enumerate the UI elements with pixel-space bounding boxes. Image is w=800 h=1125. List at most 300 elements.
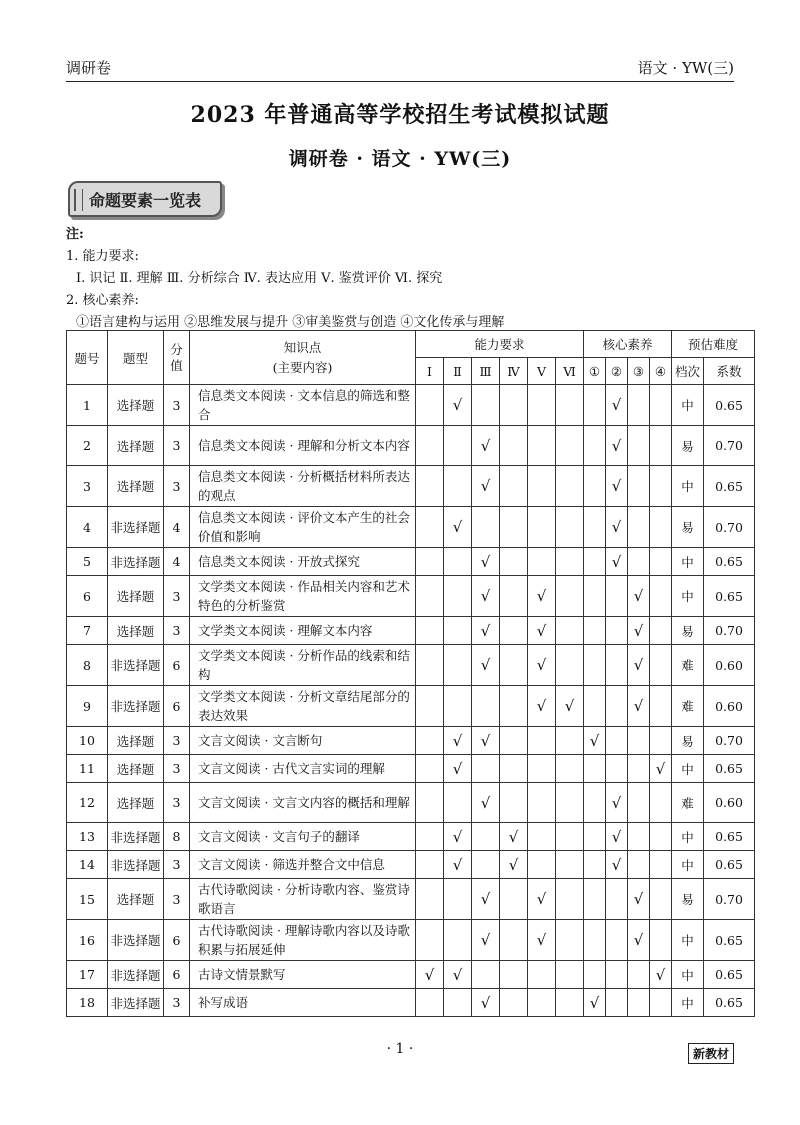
cell-core-check bbox=[650, 426, 672, 466]
header-ability-col: Ⅴ bbox=[528, 358, 556, 385]
cell-ability-check bbox=[556, 385, 584, 426]
table-row bbox=[67, 920, 755, 961]
notes-item2-text: ①语言建构与运用 ②思维发展与提升 ③审美鉴赏与创造 ④文化传承与理解 bbox=[76, 315, 505, 330]
cell-ability-check bbox=[500, 385, 528, 426]
cell-ability-check bbox=[556, 879, 584, 920]
cell-core-check bbox=[584, 507, 606, 548]
cell-ability-check: √ bbox=[472, 617, 500, 645]
cell-difficulty-level: 难 bbox=[672, 686, 704, 727]
cell-score: 3 bbox=[164, 783, 190, 823]
cell-ability-check bbox=[528, 961, 556, 989]
cell-core-check bbox=[628, 755, 650, 783]
page-header bbox=[66, 48, 734, 82]
cell-difficulty-level: 难 bbox=[672, 783, 704, 823]
cell-core-check bbox=[628, 783, 650, 823]
cell-question-type: 选择题 bbox=[108, 576, 164, 617]
cell-core-check bbox=[628, 548, 650, 576]
cell-core-check: √ bbox=[650, 961, 672, 989]
cell-question-type: 选择题 bbox=[108, 385, 164, 426]
table-row bbox=[67, 466, 755, 507]
cell-difficulty-level: 易 bbox=[672, 879, 704, 920]
cell-core-check bbox=[650, 617, 672, 645]
cell-score: 8 bbox=[164, 823, 190, 851]
header-difficulty-col: 系数 bbox=[704, 358, 755, 385]
cell-core-check bbox=[606, 645, 628, 686]
cell-ability-check bbox=[500, 466, 528, 507]
cell-core-check: √ bbox=[606, 426, 628, 466]
cell-core-check: √ bbox=[628, 576, 650, 617]
header-question-number: 题号 bbox=[67, 331, 108, 385]
cell-ability-check bbox=[556, 851, 584, 879]
cell-knowledge-point: 古代诗歌阅读 · 理解诗歌内容以及诗歌积累与拓展延伸 bbox=[190, 920, 416, 961]
cell-ability-check bbox=[416, 783, 444, 823]
header-knowledge-point bbox=[190, 331, 416, 385]
cell-difficulty-level: 易 bbox=[672, 727, 704, 755]
cell-score: 3 bbox=[164, 426, 190, 466]
cell-ability-check bbox=[472, 823, 500, 851]
cell-core-check bbox=[650, 548, 672, 576]
cell-core-check bbox=[628, 385, 650, 426]
cell-ability-check bbox=[500, 989, 528, 1017]
cell-question-number: 7 bbox=[67, 617, 108, 645]
cell-core-check bbox=[650, 645, 672, 686]
cell-question-type: 非选择题 bbox=[108, 507, 164, 548]
cell-ability-check bbox=[444, 920, 472, 961]
cell-knowledge-point: 文言文阅读 · 文言断句 bbox=[190, 727, 416, 755]
table-row bbox=[67, 686, 755, 727]
cell-core-check bbox=[606, 727, 628, 755]
cell-knowledge-point: 文言文阅读 · 古代文言实词的理解 bbox=[190, 755, 416, 783]
cell-ability-check bbox=[500, 727, 528, 755]
cell-difficulty-level: 中 bbox=[672, 466, 704, 507]
cell-ability-check bbox=[500, 617, 528, 645]
cell-ability-check bbox=[500, 548, 528, 576]
cell-difficulty-level: 易 bbox=[672, 617, 704, 645]
cell-difficulty-coefficient: 0.65 bbox=[704, 989, 755, 1017]
table-row bbox=[67, 727, 755, 755]
cell-core-check bbox=[584, 645, 606, 686]
cell-ability-check bbox=[472, 507, 500, 548]
cell-difficulty-coefficient: 0.65 bbox=[704, 548, 755, 576]
cell-score: 3 bbox=[164, 755, 190, 783]
cell-ability-check bbox=[500, 507, 528, 548]
cell-core-check bbox=[606, 879, 628, 920]
cell-ability-check: √ bbox=[472, 989, 500, 1017]
cell-core-check bbox=[584, 783, 606, 823]
cell-ability-check bbox=[556, 466, 584, 507]
cell-ability-check bbox=[528, 755, 556, 783]
cell-question-number: 17 bbox=[67, 961, 108, 989]
header-ability-col: Ⅵ bbox=[556, 358, 584, 385]
cell-question-number: 6 bbox=[67, 576, 108, 617]
cell-core-check bbox=[650, 989, 672, 1017]
cell-core-check: √ bbox=[584, 989, 606, 1017]
header-core-col: ③ bbox=[628, 358, 650, 385]
page-number: · 1 · bbox=[386, 1041, 414, 1057]
cell-difficulty-coefficient: 0.65 bbox=[704, 823, 755, 851]
cell-ability-check bbox=[528, 989, 556, 1017]
edition-badge: 新教材 bbox=[688, 1043, 734, 1064]
cell-question-number: 1 bbox=[67, 385, 108, 426]
cell-question-number: 11 bbox=[67, 755, 108, 783]
cell-knowledge-point: 文学类文本阅读 · 分析作品的线索和结构 bbox=[190, 645, 416, 686]
cell-question-number: 10 bbox=[67, 727, 108, 755]
table-row bbox=[67, 851, 755, 879]
cell-score: 3 bbox=[164, 617, 190, 645]
cell-ability-check bbox=[556, 823, 584, 851]
cell-core-check bbox=[628, 989, 650, 1017]
cell-knowledge-point: 文学类文本阅读 · 作品相关内容和艺术特色的分析鉴赏 bbox=[190, 576, 416, 617]
cell-ability-check bbox=[416, 851, 444, 879]
cell-ability-check bbox=[500, 920, 528, 961]
cell-core-check: √ bbox=[628, 645, 650, 686]
cell-knowledge-point: 文言文阅读 · 筛选并整合文中信息 bbox=[190, 851, 416, 879]
cell-question-type: 非选择题 bbox=[108, 645, 164, 686]
cell-ability-check bbox=[556, 783, 584, 823]
header-difficulty-col: 档次 bbox=[672, 358, 704, 385]
header-core-col: ② bbox=[606, 358, 628, 385]
notes-section bbox=[66, 224, 504, 334]
cell-score: 3 bbox=[164, 879, 190, 920]
cell-difficulty-coefficient: 0.70 bbox=[704, 879, 755, 920]
cell-ability-check: √ bbox=[472, 879, 500, 920]
cell-question-number: 14 bbox=[67, 851, 108, 879]
cell-core-check bbox=[606, 961, 628, 989]
cell-difficulty-level: 中 bbox=[672, 989, 704, 1017]
table-row bbox=[67, 645, 755, 686]
cell-ability-check bbox=[444, 466, 472, 507]
cell-difficulty-coefficient: 0.70 bbox=[704, 426, 755, 466]
cell-ability-check bbox=[472, 961, 500, 989]
header-core-col: ① bbox=[584, 358, 606, 385]
cell-question-type: 选择题 bbox=[108, 727, 164, 755]
cell-core-check bbox=[628, 961, 650, 989]
cell-ability-check: √ bbox=[528, 879, 556, 920]
cell-ability-check bbox=[444, 783, 472, 823]
cell-ability-check bbox=[556, 617, 584, 645]
cell-core-check: √ bbox=[584, 727, 606, 755]
cell-question-number: 3 bbox=[67, 466, 108, 507]
cell-core-check bbox=[606, 920, 628, 961]
cell-score: 4 bbox=[164, 507, 190, 548]
table-row bbox=[67, 961, 755, 989]
cell-ability-check: √ bbox=[528, 576, 556, 617]
cell-ability-check bbox=[444, 617, 472, 645]
cell-ability-check bbox=[416, 727, 444, 755]
cell-difficulty-level: 易 bbox=[672, 507, 704, 548]
cell-ability-check: √ bbox=[444, 507, 472, 548]
cell-question-type: 非选择题 bbox=[108, 686, 164, 727]
cell-ability-check: √ bbox=[444, 823, 472, 851]
cell-ability-check: √ bbox=[556, 686, 584, 727]
cell-score: 6 bbox=[164, 686, 190, 727]
cell-core-check bbox=[650, 385, 672, 426]
cell-question-number: 16 bbox=[67, 920, 108, 961]
cell-ability-check bbox=[500, 879, 528, 920]
cell-score: 3 bbox=[164, 466, 190, 507]
cell-knowledge-point: 文言文阅读 · 文言句子的翻译 bbox=[190, 823, 416, 851]
cell-ability-check bbox=[472, 755, 500, 783]
cell-ability-check bbox=[528, 426, 556, 466]
cell-core-check bbox=[628, 823, 650, 851]
cell-ability-check bbox=[416, 686, 444, 727]
cell-core-check bbox=[584, 823, 606, 851]
cell-core-check bbox=[650, 879, 672, 920]
cell-core-check bbox=[606, 989, 628, 1017]
cell-core-check: √ bbox=[606, 507, 628, 548]
header-question-type: 题型 bbox=[108, 331, 164, 385]
cell-core-check bbox=[606, 617, 628, 645]
cell-ability-check bbox=[416, 755, 444, 783]
cell-ability-check bbox=[556, 645, 584, 686]
header-ability-col: Ⅱ bbox=[444, 358, 472, 385]
cell-difficulty-coefficient: 0.70 bbox=[704, 617, 755, 645]
cell-core-check bbox=[584, 755, 606, 783]
cell-question-type: 选择题 bbox=[108, 617, 164, 645]
cell-ability-check: √ bbox=[472, 727, 500, 755]
cell-knowledge-point: 古代诗歌阅读 · 分析诗歌内容、鉴赏诗歌语言 bbox=[190, 879, 416, 920]
cell-question-number: 12 bbox=[67, 783, 108, 823]
cell-core-check bbox=[650, 507, 672, 548]
cell-core-check bbox=[584, 466, 606, 507]
cell-difficulty-level: 中 bbox=[672, 961, 704, 989]
cell-ability-check: √ bbox=[444, 851, 472, 879]
cell-question-type: 非选择题 bbox=[108, 989, 164, 1017]
cell-difficulty-coefficient: 0.70 bbox=[704, 507, 755, 548]
cell-core-check bbox=[584, 617, 606, 645]
cell-score: 3 bbox=[164, 385, 190, 426]
header-ability-col: Ⅲ bbox=[472, 358, 500, 385]
table-row bbox=[67, 617, 755, 645]
header-score: 分值 bbox=[164, 331, 190, 385]
section-banner: 命题要素一览表 bbox=[68, 181, 222, 217]
cell-ability-check bbox=[556, 961, 584, 989]
cell-question-number: 8 bbox=[67, 645, 108, 686]
header-left: 调研卷 bbox=[66, 59, 112, 77]
cell-core-check bbox=[584, 961, 606, 989]
cell-difficulty-coefficient: 0.60 bbox=[704, 686, 755, 727]
cell-difficulty-level: 中 bbox=[672, 576, 704, 617]
cell-ability-check bbox=[444, 645, 472, 686]
cell-question-number: 18 bbox=[67, 989, 108, 1017]
cell-core-check bbox=[606, 576, 628, 617]
cell-question-type: 非选择题 bbox=[108, 920, 164, 961]
cell-knowledge-point: 古诗文情景默写 bbox=[190, 961, 416, 989]
cell-ability-check bbox=[444, 989, 472, 1017]
cell-core-check bbox=[584, 920, 606, 961]
elements-table bbox=[66, 330, 755, 1017]
cell-core-check: √ bbox=[606, 783, 628, 823]
cell-difficulty-level: 中 bbox=[672, 385, 704, 426]
cell-ability-check bbox=[416, 548, 444, 576]
cell-difficulty-level: 中 bbox=[672, 755, 704, 783]
cell-ability-check bbox=[500, 783, 528, 823]
header-right: 语文 · YW(三) bbox=[637, 59, 734, 77]
cell-question-number: 13 bbox=[67, 823, 108, 851]
cell-knowledge-point: 文学类文本阅读 · 分析文章结尾部分的表达效果 bbox=[190, 686, 416, 727]
cell-core-check bbox=[628, 507, 650, 548]
header-ability: 能力要求 bbox=[416, 331, 584, 358]
header-core-literacy: 核心素养 bbox=[584, 331, 672, 358]
cell-ability-check bbox=[444, 548, 472, 576]
cell-question-number: 9 bbox=[67, 686, 108, 727]
cell-ability-check bbox=[416, 920, 444, 961]
header-core-col: ④ bbox=[650, 358, 672, 385]
cell-core-check bbox=[584, 576, 606, 617]
cell-knowledge-point: 信息类文本阅读 · 理解和分析文本内容 bbox=[190, 426, 416, 466]
cell-difficulty-coefficient: 0.65 bbox=[704, 851, 755, 879]
cell-ability-check bbox=[528, 548, 556, 576]
cell-ability-check: √ bbox=[444, 727, 472, 755]
cell-core-check bbox=[650, 727, 672, 755]
cell-ability-check: √ bbox=[472, 783, 500, 823]
cell-core-check bbox=[628, 466, 650, 507]
cell-ability-check bbox=[556, 507, 584, 548]
cell-score: 3 bbox=[164, 727, 190, 755]
cell-ability-check bbox=[500, 576, 528, 617]
cell-question-type: 非选择题 bbox=[108, 823, 164, 851]
cell-difficulty-level: 中 bbox=[672, 920, 704, 961]
cell-core-check bbox=[606, 686, 628, 727]
cell-question-type: 选择题 bbox=[108, 879, 164, 920]
cell-ability-check: √ bbox=[472, 576, 500, 617]
cell-core-check: √ bbox=[606, 466, 628, 507]
table-row bbox=[67, 755, 755, 783]
cell-ability-check: √ bbox=[500, 851, 528, 879]
cell-question-number: 4 bbox=[67, 507, 108, 548]
cell-ability-check bbox=[416, 507, 444, 548]
cell-ability-check: √ bbox=[528, 617, 556, 645]
cell-core-check bbox=[584, 879, 606, 920]
table-row bbox=[67, 823, 755, 851]
cell-ability-check bbox=[528, 727, 556, 755]
cell-question-type: 选择题 bbox=[108, 783, 164, 823]
cell-ability-check bbox=[528, 466, 556, 507]
cell-ability-check bbox=[500, 755, 528, 783]
cell-ability-check bbox=[444, 686, 472, 727]
cell-ability-check bbox=[444, 576, 472, 617]
cell-ability-check bbox=[500, 645, 528, 686]
cell-ability-check bbox=[500, 961, 528, 989]
cell-ability-check bbox=[416, 823, 444, 851]
cell-ability-check bbox=[528, 823, 556, 851]
cell-core-check bbox=[650, 686, 672, 727]
cell-ability-check bbox=[556, 989, 584, 1017]
cell-core-check bbox=[584, 548, 606, 576]
table-row bbox=[67, 783, 755, 823]
cell-ability-check bbox=[472, 686, 500, 727]
table-row bbox=[67, 507, 755, 548]
cell-ability-check bbox=[416, 466, 444, 507]
cell-ability-check: √ bbox=[472, 920, 500, 961]
cell-ability-check bbox=[556, 548, 584, 576]
cell-score: 3 bbox=[164, 851, 190, 879]
cell-core-check bbox=[584, 851, 606, 879]
cell-question-type: 选择题 bbox=[108, 426, 164, 466]
cell-question-type: 非选择题 bbox=[108, 961, 164, 989]
cell-question-type: 非选择题 bbox=[108, 851, 164, 879]
cell-core-check: √ bbox=[650, 755, 672, 783]
cell-ability-check: √ bbox=[472, 548, 500, 576]
cell-ability-check bbox=[528, 851, 556, 879]
cell-score: 6 bbox=[164, 645, 190, 686]
cell-question-type: 非选择题 bbox=[108, 548, 164, 576]
cell-ability-check bbox=[416, 989, 444, 1017]
cell-question-type: 选择题 bbox=[108, 755, 164, 783]
cell-core-check bbox=[584, 385, 606, 426]
cell-ability-check bbox=[416, 645, 444, 686]
cell-ability-check bbox=[416, 426, 444, 466]
cell-core-check: √ bbox=[628, 920, 650, 961]
cell-ability-check: √ bbox=[472, 426, 500, 466]
notes-label: 注: bbox=[66, 227, 84, 242]
cell-ability-check bbox=[528, 507, 556, 548]
header-ability-col: Ⅳ bbox=[500, 358, 528, 385]
cell-knowledge-point: 文言文阅读 · 文言文内容的概括和理解 bbox=[190, 783, 416, 823]
cell-ability-check bbox=[556, 755, 584, 783]
header-ability-col: Ⅰ bbox=[416, 358, 444, 385]
cell-ability-check bbox=[416, 385, 444, 426]
cell-ability-check bbox=[556, 920, 584, 961]
cell-difficulty-level: 中 bbox=[672, 548, 704, 576]
cell-ability-check bbox=[500, 686, 528, 727]
cell-core-check: √ bbox=[606, 385, 628, 426]
cell-core-check bbox=[650, 466, 672, 507]
cell-knowledge-point: 信息类文本阅读 · 开放式探究 bbox=[190, 548, 416, 576]
cell-core-check bbox=[650, 823, 672, 851]
notes-item2-label: 2. 核心素养: bbox=[66, 293, 139, 308]
cell-ability-check: √ bbox=[444, 961, 472, 989]
cell-core-check: √ bbox=[628, 879, 650, 920]
cell-difficulty-coefficient: 0.60 bbox=[704, 645, 755, 686]
cell-ability-check bbox=[500, 426, 528, 466]
cell-ability-check bbox=[444, 426, 472, 466]
cell-core-check bbox=[650, 783, 672, 823]
table-row bbox=[67, 879, 755, 920]
cell-knowledge-point: 信息类文本阅读 · 文本信息的筛选和整合 bbox=[190, 385, 416, 426]
cell-ability-check bbox=[556, 727, 584, 755]
cell-score: 6 bbox=[164, 961, 190, 989]
cell-question-number: 5 bbox=[67, 548, 108, 576]
cell-score: 3 bbox=[164, 989, 190, 1017]
cell-difficulty-coefficient: 0.65 bbox=[704, 466, 755, 507]
cell-difficulty-coefficient: 0.65 bbox=[704, 755, 755, 783]
cell-difficulty-level: 中 bbox=[672, 851, 704, 879]
notes-item1-label: 1. 能力要求: bbox=[66, 249, 139, 264]
cell-core-check bbox=[628, 727, 650, 755]
cell-difficulty-level: 易 bbox=[672, 426, 704, 466]
table-row bbox=[67, 426, 755, 466]
cell-difficulty-coefficient: 0.65 bbox=[704, 920, 755, 961]
cell-ability-check: √ bbox=[528, 645, 556, 686]
cell-ability-check: √ bbox=[472, 645, 500, 686]
cell-core-check bbox=[584, 426, 606, 466]
cell-core-check bbox=[650, 576, 672, 617]
cell-knowledge-point: 文学类文本阅读 · 理解文本内容 bbox=[190, 617, 416, 645]
cell-ability-check: √ bbox=[500, 823, 528, 851]
cell-core-check: √ bbox=[606, 548, 628, 576]
cell-core-check bbox=[606, 755, 628, 783]
cell-difficulty-level: 难 bbox=[672, 645, 704, 686]
table-row bbox=[67, 989, 755, 1017]
cell-core-check: √ bbox=[628, 686, 650, 727]
cell-ability-check: √ bbox=[416, 961, 444, 989]
cell-knowledge-point: 补写成语 bbox=[190, 989, 416, 1017]
cell-ability-check bbox=[444, 879, 472, 920]
cell-ability-check bbox=[416, 617, 444, 645]
page-subtitle: 调研卷 · 语文 · YW(三) bbox=[288, 148, 512, 170]
cell-difficulty-coefficient: 0.70 bbox=[704, 727, 755, 755]
